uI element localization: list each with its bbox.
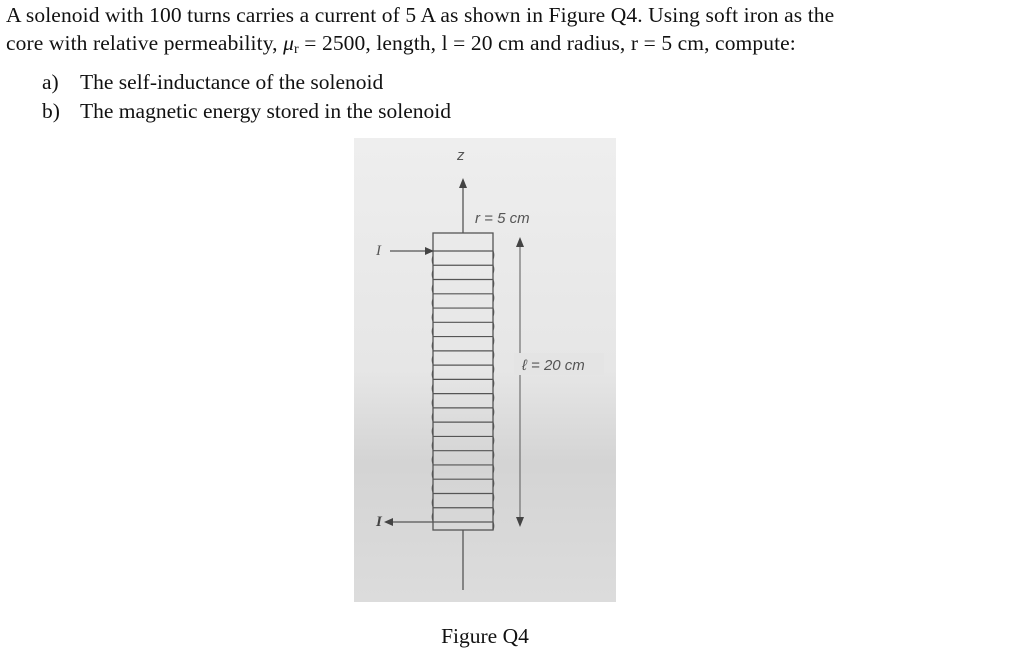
part-b-label: b) — [42, 99, 60, 123]
question-line-2-end: = 2500, length, l = 20 cm and radius, r = 5 cm, compute: — [298, 31, 796, 55]
current-out-label: I — [376, 514, 382, 530]
part-a-text: The self-inductance of the solenoid — [80, 70, 384, 94]
question-line-1: A solenoid with 100 turns carries a current of 5 A as shown in Figure Q4. Using soft iron as the — [6, 3, 835, 27]
part-a-label: a) — [42, 70, 59, 94]
mu-symbol: μ — [283, 31, 295, 55]
part-b-text: The magnetic energy stored in the solenoid — [80, 99, 451, 123]
mu-subscript: r — [294, 42, 299, 57]
solenoid-figure — [354, 138, 616, 602]
length-label: ℓ = 20 cm — [522, 357, 585, 374]
radius-label: r = 5 cm — [475, 210, 530, 227]
figure-caption: Figure Q4 — [441, 624, 529, 648]
question-line-2-start: core with relative permeability, — [6, 31, 284, 55]
z-axis-label: z — [457, 147, 465, 164]
question-line-2 — [6, 31, 796, 58]
current-in-label: I — [376, 243, 381, 259]
